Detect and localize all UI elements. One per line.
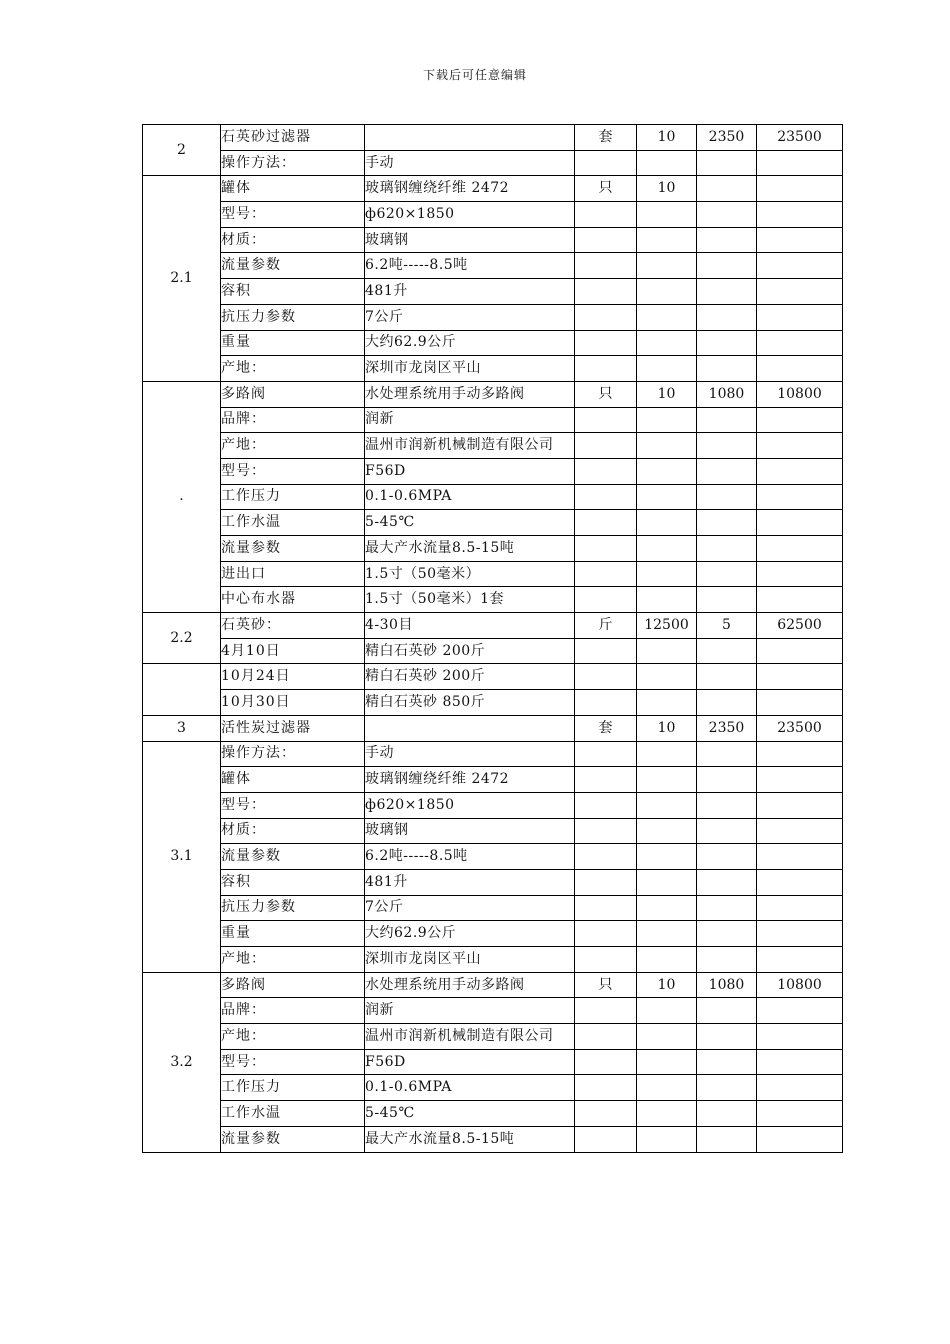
total-price-cell: 10800 (757, 381, 843, 407)
table-row (143, 202, 843, 228)
unit-price-cell (697, 869, 757, 895)
table-row (143, 1101, 843, 1127)
item-name-cell: 多路阀 (221, 381, 365, 407)
quantity-cell (637, 998, 697, 1024)
unit-price-cell (697, 741, 757, 767)
total-price-cell (757, 202, 843, 228)
table-row (143, 125, 843, 151)
unit-price-cell: 1080 (697, 972, 757, 998)
item-name-cell: 产地： (221, 947, 365, 973)
item-spec-cell: 481升 (365, 869, 575, 895)
unit-cell: 只 (575, 176, 637, 202)
table-row (143, 227, 843, 253)
quantity-cell (637, 895, 697, 921)
total-price-cell (757, 458, 843, 484)
quantity-cell (637, 510, 697, 536)
total-price-cell (757, 690, 843, 716)
total-price-cell (757, 638, 843, 664)
item-number-cell: 2.2 (143, 613, 221, 664)
page-header: 下载后可任意编辑 (422, 68, 527, 82)
table-row (143, 818, 843, 844)
quantity-cell (637, 253, 697, 279)
item-spec-cell: 温州市润新机械制造有限公司 (365, 1024, 575, 1050)
total-price-cell (757, 279, 843, 305)
unit-price-cell (697, 998, 757, 1024)
table-row (143, 536, 843, 562)
item-name-cell: 进出口 (221, 561, 365, 587)
spec-table-body (143, 125, 843, 1153)
item-spec-cell: 精白石英砂 850斤 (365, 690, 575, 716)
total-price-cell (757, 330, 843, 356)
item-spec-cell: 玻璃钢缠绕纤维 2472 (365, 767, 575, 793)
total-price-cell (757, 664, 843, 690)
item-name-cell: 容积 (221, 279, 365, 305)
table-row (143, 356, 843, 382)
total-price-cell (757, 407, 843, 433)
item-name-cell: 重量 (221, 330, 365, 356)
unit-cell (575, 253, 637, 279)
unit-price-cell (697, 304, 757, 330)
total-price-cell (757, 818, 843, 844)
unit-cell (575, 458, 637, 484)
table-row (143, 792, 843, 818)
quantity-cell (637, 433, 697, 459)
unit-cell (575, 202, 637, 228)
unit-cell (575, 304, 637, 330)
item-spec-cell: 大约62.9公斤 (365, 921, 575, 947)
unit-cell (575, 638, 637, 664)
item-spec-cell: 玻璃钢 (365, 818, 575, 844)
unit-cell (575, 279, 637, 305)
quantity-cell (637, 921, 697, 947)
quantity-cell (637, 1101, 697, 1127)
total-price-cell (757, 767, 843, 793)
table-row (143, 150, 843, 176)
item-spec-cell: ф620×1850 (365, 202, 575, 228)
table-row (143, 458, 843, 484)
item-spec-cell: 水处理系统用手动多路阀 (365, 381, 575, 407)
item-spec-cell: 水处理系统用手动多路阀 (365, 972, 575, 998)
quantity-cell (637, 458, 697, 484)
item-name-cell: 型号： (221, 1049, 365, 1075)
table-row (143, 947, 843, 973)
total-price-cell: 23500 (757, 715, 843, 741)
quantity-cell (637, 741, 697, 767)
unit-cell (575, 587, 637, 613)
table-row (143, 561, 843, 587)
item-name-cell: 产地： (221, 356, 365, 382)
quantity-cell (637, 792, 697, 818)
unit-cell: 只 (575, 972, 637, 998)
item-name-cell: 工作水温 (221, 1101, 365, 1127)
quantity-cell (637, 1075, 697, 1101)
item-spec-cell: 深圳市龙岗区平山 (365, 356, 575, 382)
item-name-cell: 材质： (221, 227, 365, 253)
item-name-cell: 石英砂过滤器 (221, 125, 365, 151)
item-name-cell: 流量参数 (221, 1126, 365, 1152)
table-row (143, 715, 843, 741)
unit-price-cell (697, 510, 757, 536)
table-row (143, 613, 843, 639)
quantity-cell (637, 561, 697, 587)
item-spec-cell: 最大产水流量8.5-15吨 (365, 1126, 575, 1152)
item-name-cell: 流量参数 (221, 253, 365, 279)
quantity-cell (637, 690, 697, 716)
quantity-cell (637, 227, 697, 253)
total-price-cell (757, 844, 843, 870)
unit-cell (575, 1075, 637, 1101)
item-spec-cell: F56D (365, 1049, 575, 1075)
total-price-cell (757, 150, 843, 176)
table-row (143, 638, 843, 664)
item-name-cell: 工作压力 (221, 484, 365, 510)
unit-price-cell (697, 330, 757, 356)
total-price-cell (757, 433, 843, 459)
item-number-cell: 2.1 (143, 176, 221, 382)
unit-cell (575, 1126, 637, 1152)
quantity-cell (637, 587, 697, 613)
item-name-cell: 罐体 (221, 176, 365, 202)
item-number-cell: . (143, 381, 221, 612)
unit-cell (575, 561, 637, 587)
unit-price-cell (697, 690, 757, 716)
total-price-cell (757, 921, 843, 947)
table-row (143, 972, 843, 998)
unit-price-cell: 2350 (697, 715, 757, 741)
item-spec-cell: 润新 (365, 998, 575, 1024)
total-price-cell (757, 510, 843, 536)
unit-price-cell (697, 587, 757, 613)
quantity-cell (637, 202, 697, 228)
table-row (143, 1024, 843, 1050)
unit-price-cell (697, 227, 757, 253)
quantity-cell (637, 818, 697, 844)
total-price-cell: 62500 (757, 613, 843, 639)
unit-price-cell (697, 792, 757, 818)
unit-price-cell (697, 1101, 757, 1127)
item-spec-cell: F56D (365, 458, 575, 484)
item-name-cell: 石英砂： (221, 613, 365, 639)
item-spec-cell: 5-45℃ (365, 510, 575, 536)
quantity-cell (637, 484, 697, 510)
total-price-cell (757, 176, 843, 202)
item-name-cell: 流量参数 (221, 536, 365, 562)
unit-price-cell (697, 895, 757, 921)
item-spec-cell (365, 125, 575, 151)
item-spec-cell: 7公斤 (365, 304, 575, 330)
unit-cell (575, 921, 637, 947)
unit-price-cell (697, 150, 757, 176)
total-price-cell (757, 792, 843, 818)
quantity-cell (637, 407, 697, 433)
item-name-cell: 抗压力参数 (221, 895, 365, 921)
unit-cell (575, 844, 637, 870)
item-number-cell (143, 664, 221, 715)
table-row (143, 844, 843, 870)
unit-price-cell (697, 1126, 757, 1152)
table-row (143, 1126, 843, 1152)
item-spec-cell: 最大产水流量8.5-15吨 (365, 536, 575, 562)
unit-price-cell (697, 176, 757, 202)
unit-price-cell: 1080 (697, 381, 757, 407)
table-row (143, 304, 843, 330)
total-price-cell (757, 1101, 843, 1127)
unit-cell (575, 510, 637, 536)
item-spec-cell: 0.1-0.6MPA (365, 1075, 575, 1101)
unit-cell (575, 792, 637, 818)
unit-cell (575, 895, 637, 921)
item-name-cell: 中心布水器 (221, 587, 365, 613)
item-spec-cell: 1.5寸（50毫米） (365, 561, 575, 587)
unit-cell (575, 741, 637, 767)
total-price-cell (757, 1126, 843, 1152)
table-row (143, 895, 843, 921)
table-row (143, 381, 843, 407)
table-row (143, 279, 843, 305)
quantity-cell (637, 304, 697, 330)
unit-price-cell (697, 921, 757, 947)
quantity-cell (637, 536, 697, 562)
table-row (143, 690, 843, 716)
unit-cell (575, 433, 637, 459)
unit-cell (575, 767, 637, 793)
total-price-cell (757, 561, 843, 587)
table-row (143, 510, 843, 536)
item-name-cell: 容积 (221, 869, 365, 895)
quantity-cell (637, 330, 697, 356)
item-spec-cell: 玻璃钢缠绕纤维 2472 (365, 176, 575, 202)
table-row (143, 998, 843, 1024)
unit-cell (575, 869, 637, 895)
unit-price-cell (697, 407, 757, 433)
item-name-cell: 10月30日 (221, 690, 365, 716)
total-price-cell: 23500 (757, 125, 843, 151)
quantity-cell (637, 1024, 697, 1050)
unit-price-cell (697, 1049, 757, 1075)
quantity-cell (637, 150, 697, 176)
item-name-cell: 工作水温 (221, 510, 365, 536)
item-name-cell: 重量 (221, 921, 365, 947)
unit-cell: 套 (575, 125, 637, 151)
unit-price-cell: 5 (697, 613, 757, 639)
item-name-cell: 工作压力 (221, 1075, 365, 1101)
total-price-cell (757, 536, 843, 562)
item-spec-cell: 4-30目 (365, 613, 575, 639)
item-name-cell: 抗压力参数 (221, 304, 365, 330)
unit-price-cell (697, 279, 757, 305)
unit-price-cell (697, 484, 757, 510)
unit-cell (575, 1024, 637, 1050)
item-name-cell: 型号： (221, 792, 365, 818)
table-row (143, 433, 843, 459)
item-spec-cell: 精白石英砂 200斤 (365, 638, 575, 664)
item-spec-cell: 润新 (365, 407, 575, 433)
unit-cell (575, 1101, 637, 1127)
table-row (143, 1075, 843, 1101)
unit-cell (575, 690, 637, 716)
table-row (143, 330, 843, 356)
table-row (143, 407, 843, 433)
unit-cell (575, 356, 637, 382)
equipment-spec-table (142, 124, 843, 1153)
total-price-cell (757, 587, 843, 613)
table-row (143, 921, 843, 947)
unit-cell (575, 818, 637, 844)
quantity-cell: 10 (637, 715, 697, 741)
unit-cell: 只 (575, 381, 637, 407)
item-name-cell: 活性炭过滤器 (221, 715, 365, 741)
table-row (143, 741, 843, 767)
item-spec-cell: 手动 (365, 150, 575, 176)
item-spec-cell: 玻璃钢 (365, 227, 575, 253)
unit-cell (575, 1049, 637, 1075)
item-spec-cell: 大约62.9公斤 (365, 330, 575, 356)
quantity-cell: 10 (637, 125, 697, 151)
item-name-cell: 材质： (221, 818, 365, 844)
table-row (143, 869, 843, 895)
unit-price-cell (697, 818, 757, 844)
total-price-cell (757, 1075, 843, 1101)
item-spec-cell: 5-45℃ (365, 1101, 575, 1127)
table-row (143, 253, 843, 279)
item-spec-cell: 6.2吨-----8.5吨 (365, 253, 575, 279)
item-spec-cell: 温州市润新机械制造有限公司 (365, 433, 575, 459)
unit-price-cell (697, 767, 757, 793)
total-price-cell: 10800 (757, 972, 843, 998)
quantity-cell (637, 869, 697, 895)
unit-price-cell (697, 1075, 757, 1101)
item-spec-cell: 481升 (365, 279, 575, 305)
unit-price-cell (697, 202, 757, 228)
total-price-cell (757, 895, 843, 921)
unit-price-cell (697, 664, 757, 690)
quantity-cell (637, 638, 697, 664)
total-price-cell (757, 998, 843, 1024)
unit-price-cell (697, 536, 757, 562)
item-spec-cell: 精白石英砂 200斤 (365, 664, 575, 690)
quantity-cell (637, 844, 697, 870)
unit-cell (575, 536, 637, 562)
unit-price-cell (697, 458, 757, 484)
total-price-cell (757, 356, 843, 382)
item-spec-cell: 7公斤 (365, 895, 575, 921)
unit-cell (575, 330, 637, 356)
quantity-cell (637, 1049, 697, 1075)
unit-cell (575, 664, 637, 690)
total-price-cell (757, 253, 843, 279)
unit-price-cell (697, 638, 757, 664)
table-row (143, 664, 843, 690)
unit-price-cell (697, 356, 757, 382)
quantity-cell: 10 (637, 381, 697, 407)
table-row (143, 767, 843, 793)
unit-cell (575, 484, 637, 510)
quantity-cell (637, 664, 697, 690)
item-name-cell: 流量参数 (221, 844, 365, 870)
total-price-cell (757, 484, 843, 510)
quantity-cell: 10 (637, 972, 697, 998)
table-row (143, 1049, 843, 1075)
total-price-cell (757, 304, 843, 330)
total-price-cell (757, 1024, 843, 1050)
item-name-cell: 品牌： (221, 998, 365, 1024)
item-name-cell: 产地： (221, 1024, 365, 1050)
unit-price-cell (697, 947, 757, 973)
unit-price-cell (697, 844, 757, 870)
item-name-cell: 多路阀 (221, 972, 365, 998)
unit-cell (575, 998, 637, 1024)
quantity-cell (637, 279, 697, 305)
item-name-cell: 10月24日 (221, 664, 365, 690)
unit-price-cell: 2350 (697, 125, 757, 151)
total-price-cell (757, 1049, 843, 1075)
quantity-cell: 10 (637, 176, 697, 202)
item-spec-cell (365, 715, 575, 741)
item-number-cell: 3.1 (143, 741, 221, 972)
item-spec-cell: 0.1-0.6MPA (365, 484, 575, 510)
item-name-cell: 型号： (221, 202, 365, 228)
item-spec-cell: 深圳市龙岗区平山 (365, 947, 575, 973)
item-name-cell: 品牌： (221, 407, 365, 433)
table-row (143, 484, 843, 510)
quantity-cell (637, 767, 697, 793)
unit-cell: 斤 (575, 613, 637, 639)
total-price-cell (757, 869, 843, 895)
unit-price-cell (697, 1024, 757, 1050)
item-name-cell: 4月10日 (221, 638, 365, 664)
unit-cell (575, 407, 637, 433)
unit-cell: 套 (575, 715, 637, 741)
total-price-cell (757, 227, 843, 253)
unit-price-cell (697, 433, 757, 459)
item-number-cell: 3 (143, 715, 221, 741)
quantity-cell (637, 1126, 697, 1152)
unit-price-cell (697, 561, 757, 587)
unit-cell (575, 150, 637, 176)
item-name-cell: 产地： (221, 433, 365, 459)
table-row (143, 587, 843, 613)
unit-cell (575, 947, 637, 973)
item-spec-cell: 1.5寸（50毫米）1套 (365, 587, 575, 613)
total-price-cell (757, 947, 843, 973)
unit-price-cell (697, 253, 757, 279)
item-name-cell: 型号： (221, 458, 365, 484)
table-row (143, 176, 843, 202)
unit-cell (575, 227, 637, 253)
item-spec-cell: ф620×1850 (365, 792, 575, 818)
quantity-cell (637, 356, 697, 382)
item-name-cell: 操作方法： (221, 150, 365, 176)
item-spec-cell: 手动 (365, 741, 575, 767)
total-price-cell (757, 741, 843, 767)
quantity-cell (637, 947, 697, 973)
item-number-cell: 2 (143, 125, 221, 176)
item-name-cell: 操作方法： (221, 741, 365, 767)
quantity-cell: 12500 (637, 613, 697, 639)
item-spec-cell: 6.2吨-----8.5吨 (365, 844, 575, 870)
item-name-cell: 罐体 (221, 767, 365, 793)
item-number-cell: 3.2 (143, 972, 221, 1152)
